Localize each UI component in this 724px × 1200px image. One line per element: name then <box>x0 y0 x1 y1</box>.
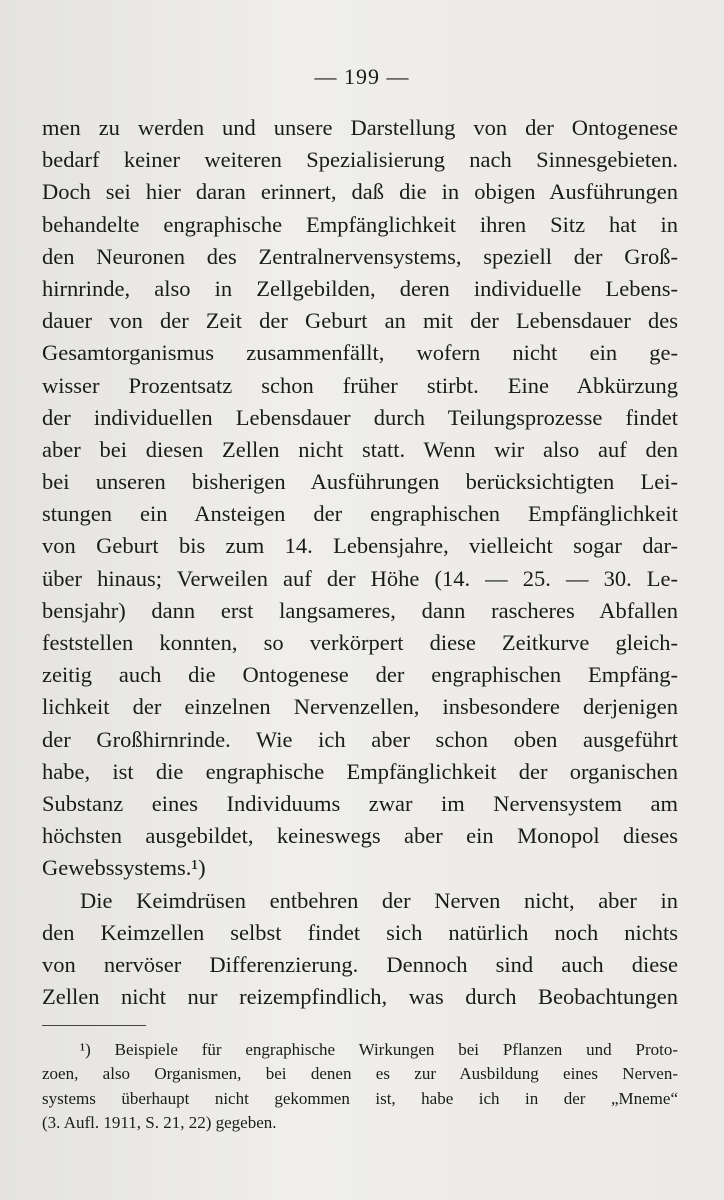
text-line: hirnrinde, also in Zellgebilden, deren individuelle Lebens- <box>42 275 678 301</box>
text-line: stungen ein Ansteigen der engraphischen Empfänglichkeit <box>42 501 678 527</box>
text-line: Doch sei hier daran erinnert, daß die in obigen Ausführungen <box>42 179 678 205</box>
footnote-line: ¹) Beispiele für engraphische Wirkungen bei Pflanzen und Proto- <box>80 1040 678 1059</box>
text-line: Gewebssystems.¹) <box>42 855 206 881</box>
text-line: von Geburt bis zum 14. Lebensjahre, vielleicht sogar dar- <box>42 533 678 559</box>
text-line: bedarf keiner weiteren Spezialisierung nach Sinnesgebieten. <box>42 147 678 173</box>
text-line: behandelte engraphische Empfänglichkeit ihren Sitz hat in <box>42 211 678 237</box>
text-line: men zu werden und unsere Darstellung von der Ontogenese <box>42 115 678 140</box>
text-line: höchsten ausgebildet, keineswegs aber ein Monopol dieses <box>42 823 678 849</box>
text-line: von nervöser Differenzierung. Dennoch sind auch diese <box>42 951 678 977</box>
text-line: über hinaus; Verweilen auf der Höhe (14. — 25. — 30. Le- <box>42 565 678 591</box>
footnote-divider <box>42 1025 146 1026</box>
body-text <box>42 112 678 1013</box>
text-line: dauer von der Zeit der Geburt an mit der Lebensdauer des <box>42 308 678 334</box>
text-line: Zellen nicht nur reizempfindlich, was durch Beobachtungen <box>42 984 678 1010</box>
text-line: der individuellen Lebensdauer durch Teilungsprozesse findet <box>42 404 678 430</box>
text-line: der Großhirnrinde. Wie ich aber schon oben ausgeführt <box>42 726 678 752</box>
text-line: Gesamtorganismus zusammenfällt, wofern nicht ein ge- <box>42 340 678 366</box>
footnote-line: zoen, also Organismen, bei denen es zur Ausbildung eines Nerven- <box>42 1064 678 1084</box>
text-line: lichkeit der einzelnen Nervenzellen, insbesondere derjenigen <box>42 694 678 720</box>
text-line: bensjahr) dann erst langsameres, dann rascheres Abfallen <box>42 597 678 623</box>
footnote <box>42 1038 678 1136</box>
text-line: Substanz eines Individuums zwar im Nervensystem am <box>42 790 678 816</box>
text-line: bei unseren bisherigen Ausführungen berücksichtigten Lei- <box>42 469 678 495</box>
text-line: zeitig auch die Ontogenese der engraphischen Empfäng- <box>42 662 678 688</box>
page-number: — 199 — <box>314 64 410 89</box>
text-line: Die Keimdrüsen entbehren der Nerven nicht, aber in <box>80 887 678 913</box>
text-line: wisser Prozentsatz schon früher stirbt. Eine Abkürzung <box>42 372 678 398</box>
text-line: den Keimzellen selbst findet sich natürlich noch nichts <box>42 919 678 945</box>
text-line: habe, ist die engraphische Empfänglichkeit der organischen <box>42 758 678 784</box>
footnote-line: (3. Aufl. 1911, S. 21, 22) gegeben. <box>42 1113 277 1133</box>
footnote-line: systems überhaupt nicht gekommen ist, habe ich in der „Mneme“ <box>42 1088 678 1108</box>
text-line: feststellen konnten, so verkörpert diese Zeitkurve gleich- <box>42 630 678 655</box>
text-line: den Neuronen des Zentralnervensystems, speziell der Groß- <box>42 243 678 269</box>
text-line: aber bei diesen Zellen nicht statt. Wenn wir also auf den <box>42 436 678 462</box>
